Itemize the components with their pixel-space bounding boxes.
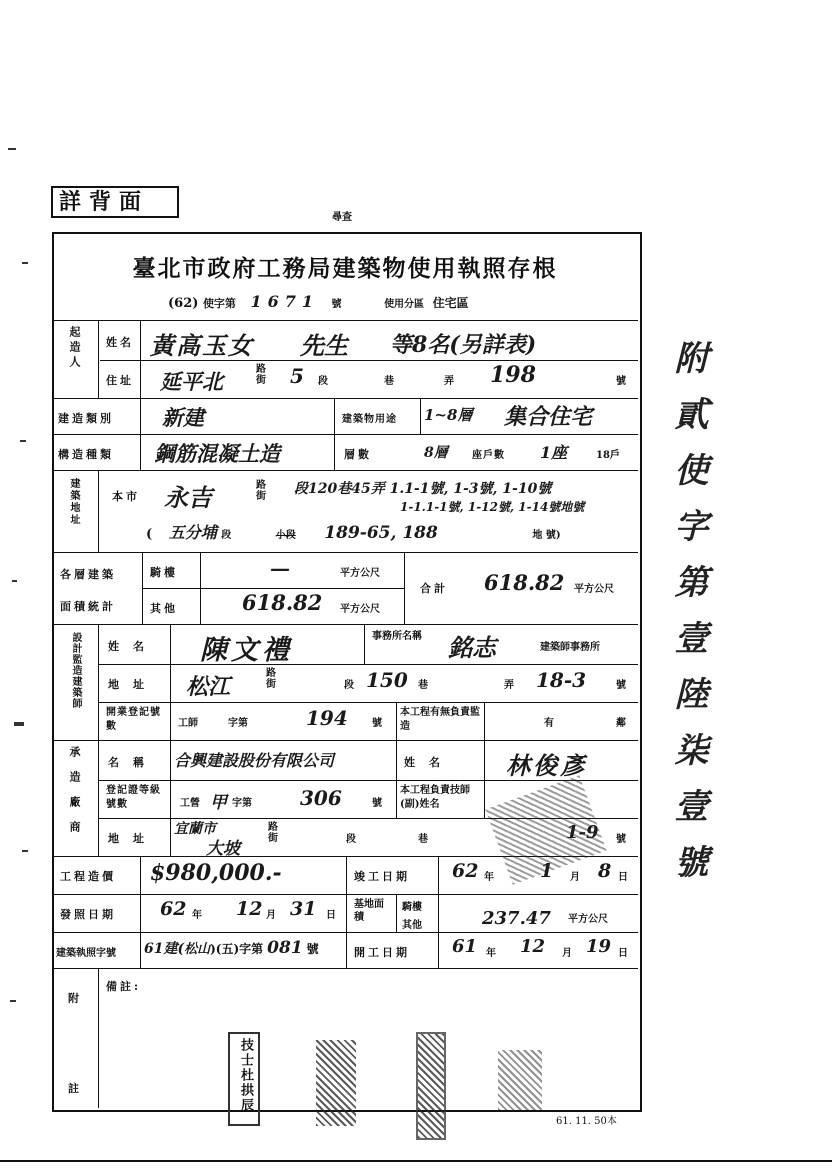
owner-no-value: 198 bbox=[490, 362, 536, 388]
arch-office-suffix: 建築師事務所 bbox=[540, 642, 600, 653]
architect-section-label: 設計監造建築師 bbox=[70, 632, 81, 709]
bldg-use-pre: 1~8層 bbox=[424, 406, 473, 424]
floors-label: 層數 bbox=[344, 448, 372, 461]
start-unit-d: 日 bbox=[618, 948, 628, 959]
arch-sup-suffix: 鄰 bbox=[616, 718, 626, 729]
issue-month: 12 bbox=[236, 898, 263, 920]
start-month: 12 bbox=[520, 936, 546, 957]
contractor-section-label: 承造廠商 bbox=[68, 746, 81, 846]
arch-addr-value: 松江 bbox=[186, 674, 231, 700]
official-seal-a: 技士杜拱辰 bbox=[228, 1032, 260, 1126]
con-addr-label: 地址 bbox=[108, 832, 158, 845]
con-reg-grade: 甲 bbox=[210, 793, 227, 813]
bldg-use-value: 集合住宅 bbox=[504, 404, 593, 430]
finish-unit-d: 日 bbox=[618, 872, 628, 883]
site-line1: 段120巷45弄 1.1-1號, 1-3號, 1-10號 bbox=[294, 481, 552, 497]
arch-lane-value: 150 bbox=[366, 668, 408, 692]
issue-label: 發照日期 bbox=[60, 908, 116, 921]
owner-no-unit: 號 bbox=[616, 376, 626, 387]
arcade-value: — bbox=[270, 556, 290, 580]
owner-sec-unit: 段 bbox=[318, 376, 328, 387]
bldg-type-value: 新建 bbox=[162, 405, 204, 430]
start-day: 19 bbox=[586, 936, 612, 957]
start-unit-y: 年 bbox=[486, 948, 496, 959]
con-reg-label: 登記證等級號數 bbox=[106, 785, 161, 810]
con-reg-value: 306 bbox=[300, 786, 342, 810]
finish-day: 8 bbox=[598, 860, 612, 882]
owner-name-label: 姓名 bbox=[106, 336, 134, 349]
remarks-label: 備註: bbox=[106, 980, 142, 993]
arch-no-unit: 號 bbox=[616, 680, 626, 691]
arch-name-value: 陳文禮 bbox=[200, 635, 293, 666]
margin-note: 附貳使字第壹陸柒壹號 bbox=[668, 340, 708, 900]
signature-mark bbox=[498, 1050, 542, 1110]
owner-addr-label: 住址 bbox=[106, 374, 134, 387]
con-name-label: 名稱 bbox=[108, 756, 158, 769]
start-label: 開工日期 bbox=[354, 946, 410, 959]
units-label: 座戶數 bbox=[472, 450, 505, 461]
arch-addr-label: 地址 bbox=[108, 678, 158, 691]
form-footer: 61. 11. 50本 bbox=[556, 1116, 617, 1127]
total-label: 合計 bbox=[420, 582, 448, 595]
site-section-label: 建築地址 bbox=[68, 478, 79, 526]
base-area-unit: 平方公尺 bbox=[568, 914, 608, 925]
con-sec-unit: 段 bbox=[346, 834, 356, 845]
start-unit-m: 月 bbox=[562, 948, 572, 959]
arch-lane-unit: 巷 bbox=[418, 680, 428, 691]
finish-unit-m: 月 bbox=[570, 872, 580, 883]
owner-alley-unit: 弄 bbox=[444, 376, 454, 387]
owner-addr-value: 延平北 bbox=[160, 369, 223, 394]
arch-office-value: 銘志 bbox=[448, 633, 496, 662]
con-reg-suffix: 號 bbox=[372, 798, 382, 809]
issue-unit-m: 月 bbox=[266, 910, 276, 921]
units-value: 1座 bbox=[540, 443, 568, 462]
con-tech-label: 本工程負責技師(副)姓名 bbox=[400, 785, 470, 810]
structure-value: 鋼筋混凝土造 bbox=[154, 441, 280, 466]
owner-lane-unit: 巷 bbox=[384, 376, 394, 387]
area-label-a: 各層建築 bbox=[60, 568, 116, 581]
arch-reg-mid: 字第 bbox=[228, 718, 248, 729]
finish-year: 62 bbox=[452, 860, 479, 882]
owner-section-label: 起造人 bbox=[68, 326, 81, 371]
finish-unit-y: 年 bbox=[484, 872, 494, 883]
arch-office-label: 事務所名稱 bbox=[372, 631, 422, 642]
total-value: 618.82 bbox=[484, 570, 565, 595]
number-line: (62) 使字第 1671 號 使用分區 住宅區 bbox=[168, 292, 469, 311]
bldg-use-label: 建築物用途 bbox=[342, 414, 397, 425]
con-reg-prefix: 工營 bbox=[180, 798, 200, 809]
con-lane-unit: 巷 bbox=[418, 834, 428, 845]
other-unit: 平方公尺 bbox=[340, 604, 380, 615]
con-person-label: 姓名 bbox=[404, 756, 454, 769]
issue-year: 62 bbox=[160, 898, 187, 920]
issue-unit-y: 年 bbox=[192, 910, 202, 921]
owner-sec-value: 5 bbox=[290, 364, 304, 388]
cost-label: 工程造價 bbox=[60, 870, 116, 883]
owner-road-unit: 路街 bbox=[256, 364, 266, 386]
base-area-label: 基地面積 bbox=[354, 899, 384, 923]
start-year: 61 bbox=[452, 936, 478, 957]
structure-label: 構造種類 bbox=[58, 448, 114, 461]
official-seal-c bbox=[416, 1032, 446, 1140]
arch-reg-label: 開業登記號數 bbox=[106, 707, 161, 732]
base-area-value: 237.47 bbox=[482, 908, 551, 929]
arcade-unit: 平方公尺 bbox=[340, 568, 380, 579]
other-label: 其他 bbox=[150, 602, 178, 615]
permit-number: 61建(松山)(五)字第 081 號 bbox=[144, 938, 319, 958]
site-line2: 1-1.1-1號, 1-12號, 1-14號地號 bbox=[400, 500, 585, 514]
arch-reg-value: 194 bbox=[306, 706, 348, 730]
finish-month: 1 bbox=[540, 860, 554, 882]
finish-label: 竣工日期 bbox=[354, 870, 410, 883]
other-value: 618.82 bbox=[242, 590, 323, 615]
units-suffix: 18戶 bbox=[596, 450, 620, 461]
issue-day: 31 bbox=[290, 898, 317, 920]
cost-value: $980,000.- bbox=[150, 860, 282, 886]
remarks-side-top: 附 bbox=[68, 992, 82, 1005]
permit-label: 建築執照字號 bbox=[56, 948, 116, 959]
area-label-b: 面積統計 bbox=[60, 600, 116, 613]
arch-name-label: 姓名 bbox=[108, 640, 158, 653]
base-arcade-label: 騎樓 bbox=[402, 902, 422, 913]
site-city: 本市 bbox=[112, 490, 140, 503]
con-road-unit: 路街 bbox=[268, 822, 278, 844]
back-side-tag: 詳背面 bbox=[51, 186, 179, 218]
arcade-label: 騎樓 bbox=[150, 566, 178, 579]
owner-name-value: 黃高玉女 bbox=[150, 331, 254, 360]
con-no-unit: 號 bbox=[616, 834, 626, 845]
arch-alley-unit: 弄 bbox=[504, 680, 514, 691]
remarks-side-bottom: 註 bbox=[68, 1082, 82, 1095]
con-addr-city: 宜蘭市 bbox=[174, 821, 216, 837]
arch-road-unit: 路街 bbox=[266, 668, 276, 690]
floors-value: 8層 bbox=[424, 445, 448, 461]
con-person-value: 林俊彥 bbox=[506, 751, 587, 780]
top-stamp: 尋查 bbox=[332, 212, 352, 223]
arch-sup-label: 本工程有無負責監造 bbox=[400, 707, 480, 732]
arch-reg-prefix: 工師 bbox=[178, 718, 198, 729]
form-title: 臺北市政府工務局建築物使用執照存根 bbox=[132, 255, 558, 282]
official-seal-b bbox=[316, 1040, 356, 1126]
site-road-unit: 路街 bbox=[256, 480, 266, 502]
bldg-type-label: 建造類別 bbox=[58, 412, 114, 425]
con-no-value: 1-9 bbox=[566, 822, 599, 843]
total-unit: 平方公尺 bbox=[574, 584, 614, 595]
arch-sec-unit: 段 bbox=[344, 680, 354, 691]
con-reg-mid: 字第 bbox=[232, 798, 252, 809]
arch-reg-suffix: 號 bbox=[372, 718, 382, 729]
site-line3: ( 五分埔 段 小段 189-65, 188 地 號) bbox=[146, 523, 561, 543]
arch-no-value: 18-3 bbox=[536, 668, 587, 692]
con-name-value: 合興建設股份有限公司 bbox=[174, 751, 335, 770]
base-other-label: 其他 bbox=[402, 920, 422, 931]
owner-title: 先生 bbox=[300, 331, 348, 360]
con-addr-road: 大坡 bbox=[206, 839, 240, 859]
issue-unit-d: 日 bbox=[326, 910, 336, 921]
site-district: 永吉 bbox=[164, 483, 212, 512]
owner-extra: 等8名(另詳表) bbox=[390, 332, 537, 358]
arch-sup-value: 有 bbox=[544, 718, 554, 729]
